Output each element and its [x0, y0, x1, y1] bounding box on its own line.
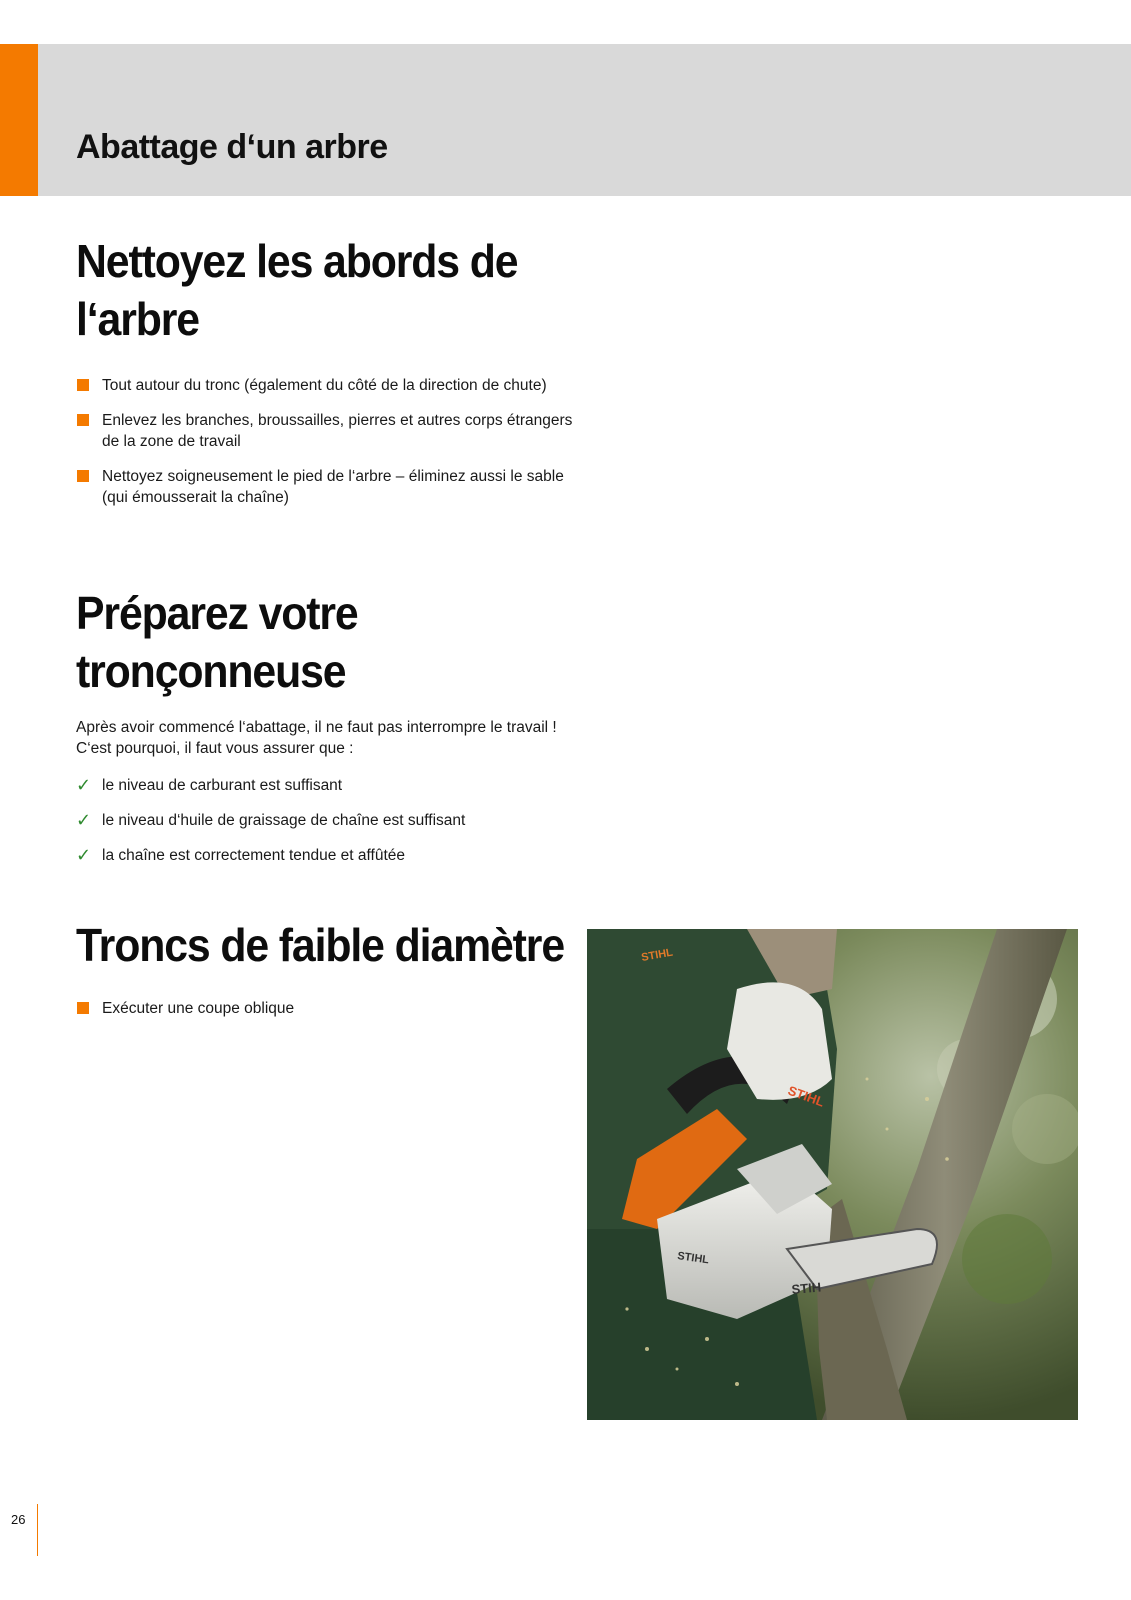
checklist-item — [76, 775, 576, 796]
chapter-title: Abattage d‘un arbre — [76, 128, 388, 166]
section-title-line: tronçonneuse — [76, 645, 346, 697]
section-title-prepare-saw — [76, 584, 560, 700]
clear-area-list — [76, 375, 576, 522]
list-item — [76, 466, 576, 508]
list-item-text: Enlevez les branches, broussailles, pierres et autres corps étrangers de la zone de travail — [102, 412, 573, 450]
small-trunks-list — [76, 998, 576, 1033]
check-icon: ✓ — [76, 810, 92, 830]
check-icon: ✓ — [76, 775, 92, 795]
check-icon: ✓ — [76, 845, 92, 865]
brand-logo-text: STIHL — [676, 1250, 710, 1267]
checklist-item-text: le niveau de carburant est suffisant — [102, 777, 343, 794]
square-bullet-icon — [77, 470, 89, 482]
checklist-item — [76, 845, 576, 866]
square-bullet-icon — [77, 379, 89, 391]
section-title-line: l‘arbre — [76, 293, 199, 345]
list-item — [76, 998, 576, 1019]
header-band — [0, 44, 1131, 196]
square-bullet-icon — [77, 1002, 89, 1014]
section-title-line: Préparez votre — [76, 587, 358, 639]
brand-logo-text: STIHL — [785, 1082, 827, 1110]
checklist-item-text: la chaîne est correctement tendue et affûtée — [102, 847, 406, 864]
list-item-text: Nettoyez soigneusement le pied de l‘arbre – éliminez aussi le sable (qui émousserait la chaîne) — [102, 468, 564, 506]
chainsaw-photo — [587, 929, 1078, 1420]
checklist-item-text: le niveau d‘huile de graissage de chaîne est suffisant — [102, 812, 466, 829]
section-title-line: Nettoyez les abords de — [76, 235, 518, 287]
brand-logo-text: STIHL — [640, 946, 674, 964]
header-accent-bar — [0, 44, 38, 196]
square-bullet-icon — [77, 414, 89, 426]
section-title-clear-area — [76, 232, 560, 348]
list-item-text: Exécuter une coupe oblique — [102, 1000, 295, 1017]
footer-divider — [37, 1504, 38, 1556]
brand-logo-text: STIH — [790, 1279, 822, 1297]
list-item — [76, 410, 576, 452]
page-number: 26 — [11, 1512, 26, 1527]
list-item — [76, 375, 576, 396]
section-title-small-trunks: Troncs de faible diamètre — [76, 919, 565, 971]
prepare-intro-text: Après avoir commencé l‘abattage, il ne faut pas interrompre le travail ! C‘est pourquoi, il faut vous assurer que : — [76, 719, 557, 757]
prepare-checklist — [76, 775, 576, 880]
list-item-text: Tout autour du tronc (également du côté de la direction de chute) — [102, 377, 547, 394]
checklist-item — [76, 810, 576, 831]
